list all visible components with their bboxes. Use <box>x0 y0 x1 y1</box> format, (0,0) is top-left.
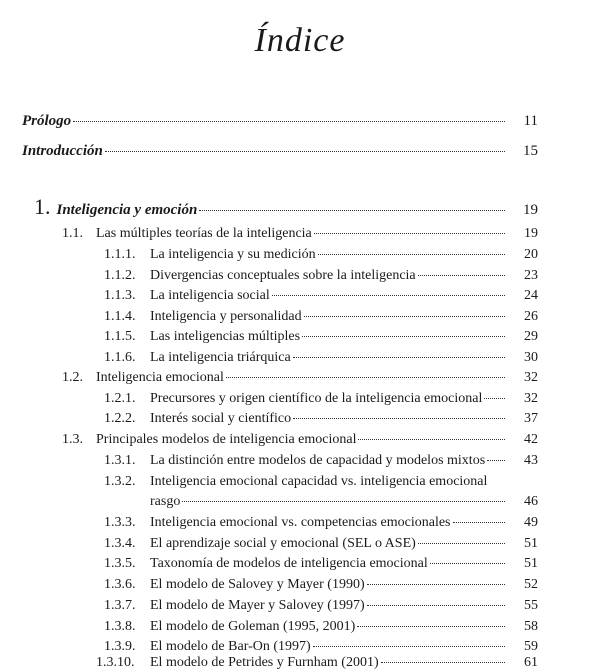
entry-number: 1.3.10. <box>96 655 135 670</box>
entry-label: Taxonomía de modelos de inteligencia emocional <box>150 556 428 571</box>
entry-number: 1.3.6. <box>104 577 136 592</box>
entry-label: Inteligencia emocional <box>96 370 224 385</box>
entry-number: 1.1. <box>62 226 83 241</box>
entry-number: 1.2. <box>62 370 83 385</box>
chapter-label: Inteligencia y emoción <box>56 202 198 218</box>
leader-dots <box>314 232 505 234</box>
leader-dots <box>381 661 505 663</box>
entry-number: 1.1.3. <box>104 288 136 303</box>
leader-dots <box>313 645 505 647</box>
entry-page: 46 <box>524 494 538 509</box>
entry-page: 42 <box>524 432 538 447</box>
leader-dots <box>367 604 505 606</box>
toc-entry[interactable] <box>150 493 538 511</box>
toc-entry-prologo[interactable] <box>22 112 538 130</box>
leader-dots <box>430 562 505 564</box>
entry-number: 1.3.3. <box>104 515 136 530</box>
toc-entry[interactable] <box>104 576 538 594</box>
entry-page: 20 <box>524 247 538 262</box>
leader-dots <box>318 253 505 255</box>
entry-number: 1.3.1. <box>104 453 136 468</box>
entry-label: Prólogo <box>22 113 72 129</box>
entry-number: 1.3.5. <box>104 556 136 571</box>
entry-label: Las inteligencias múltiples <box>150 329 301 344</box>
entry-page: 32 <box>524 370 538 385</box>
leader-dots <box>73 120 505 122</box>
entry-page: 29 <box>524 329 538 344</box>
leader-dots <box>418 542 505 544</box>
entry-label: Inteligencia emocional capacidad vs. inteligencia emocional <box>150 474 488 489</box>
page-title: Índice <box>254 22 346 59</box>
entry-page: 49 <box>524 515 538 530</box>
leader-dots <box>105 150 505 152</box>
leader-dots <box>182 500 505 502</box>
entry-label-continued: rasgo <box>150 494 181 509</box>
entry-label: Principales modelos de inteligencia emocional <box>96 432 357 447</box>
toc-entry[interactable] <box>62 369 538 387</box>
chapter-page: 19 <box>523 202 538 218</box>
toc-entry[interactable] <box>104 308 538 326</box>
toc-entry[interactable] <box>104 514 538 532</box>
entry-label: Interés social y científico <box>150 411 292 426</box>
entry-page: 51 <box>524 556 538 571</box>
entry-page: 23 <box>524 268 538 283</box>
toc-entry[interactable] <box>62 225 538 243</box>
leader-dots <box>357 625 505 627</box>
chapter-number: 1. <box>34 194 51 219</box>
leader-dots <box>302 335 505 337</box>
entry-number: 1.1.6. <box>104 350 136 365</box>
entry-label: El modelo de Bar-On (1997) <box>150 639 311 654</box>
leader-dots <box>367 583 505 585</box>
entry-label: El modelo de Salovey y Mayer (1990) <box>150 577 365 592</box>
entry-number: 1.3.8. <box>104 619 136 634</box>
toc-entry[interactable] <box>104 452 538 470</box>
entry-page: 55 <box>524 598 538 613</box>
entry-page: 26 <box>524 309 538 324</box>
leader-dots <box>358 438 505 440</box>
entry-page: 51 <box>524 536 538 551</box>
toc-entry[interactable] <box>104 267 538 285</box>
entry-page: 61 <box>524 655 538 670</box>
toc-chapter-1[interactable] <box>34 194 538 219</box>
entry-number: 1.1.2. <box>104 268 136 283</box>
toc-entry-introduccion[interactable] <box>22 142 538 160</box>
entry-label: La distinción entre modelos de capacidad y modelos mixtos <box>150 453 486 468</box>
entry-page: 24 <box>524 288 538 303</box>
entry-page: 19 <box>524 226 538 241</box>
leader-dots <box>293 356 505 358</box>
entry-label: El modelo de Goleman (1995, 2001) <box>150 619 356 634</box>
entry-page: 43 <box>524 453 538 468</box>
leader-dots <box>272 294 505 296</box>
entry-label: Inteligencia y personalidad <box>150 309 302 324</box>
entry-number: 1.3.2. <box>104 474 136 489</box>
entry-label: Precursores y origen científico de la inteligencia emocional <box>150 391 483 406</box>
leader-dots <box>453 521 506 523</box>
toc-entry[interactable] <box>104 555 538 573</box>
entry-label: Las múltiples teorías de la inteligencia <box>96 226 312 241</box>
entry-page: 32 <box>524 391 538 406</box>
leader-dots <box>487 459 505 461</box>
leader-dots <box>418 274 505 276</box>
entry-number: 1.3.9. <box>104 639 136 654</box>
toc-entry[interactable] <box>62 431 538 449</box>
entry-label: Introducción <box>22 143 103 159</box>
entry-page: 59 <box>524 639 538 654</box>
entry-label: La inteligencia triárquica <box>150 350 291 365</box>
entry-page: 30 <box>524 350 538 365</box>
toc-entry-wrap[interactable] <box>104 473 487 491</box>
entry-page: 52 <box>524 577 538 592</box>
entry-number: 1.2.1. <box>104 391 136 406</box>
toc-entry[interactable] <box>104 246 538 264</box>
entry-number: 1.1.4. <box>104 309 136 324</box>
leader-dots <box>199 209 505 211</box>
entry-number: 1.3.4. <box>104 536 136 551</box>
leader-dots <box>226 376 505 378</box>
entry-page: 11 <box>523 113 538 129</box>
leader-dots <box>304 315 505 317</box>
leader-dots <box>484 397 505 399</box>
entry-label: El modelo de Mayer y Salovey (1997) <box>150 598 365 613</box>
toc-entry[interactable] <box>104 390 538 408</box>
entry-number: 1.2.2. <box>104 411 136 426</box>
entry-number: 1.3. <box>62 432 83 447</box>
entry-page: 15 <box>523 143 538 159</box>
entry-number: 1.3.7. <box>104 598 136 613</box>
entry-number: 1.1.5. <box>104 329 136 344</box>
entry-label: La inteligencia social <box>150 288 270 303</box>
toc-entry[interactable] <box>104 349 538 367</box>
toc-entry[interactable] <box>104 618 538 636</box>
entry-number: 1.1.1. <box>104 247 136 262</box>
entry-label: Inteligencia emocional vs. competencias emocionales <box>150 515 451 530</box>
entry-label: El aprendizaje social y emocional (SEL o ASE) <box>150 536 416 551</box>
entry-label: Divergencias conceptuales sobre la inteligencia <box>150 268 416 283</box>
entry-label: El modelo de Petrides y Furnham (2001) <box>150 655 379 670</box>
toc-entry[interactable] <box>104 328 538 346</box>
toc-entry[interactable] <box>104 535 538 553</box>
leader-dots <box>293 417 505 419</box>
entry-page: 37 <box>524 411 538 426</box>
toc-entry[interactable] <box>96 654 538 672</box>
toc-entry[interactable] <box>104 597 538 615</box>
toc-entry[interactable] <box>104 410 538 428</box>
entry-page: 58 <box>524 619 538 634</box>
entry-label: La inteligencia y su medición <box>150 247 316 262</box>
toc-entry[interactable] <box>104 287 538 305</box>
